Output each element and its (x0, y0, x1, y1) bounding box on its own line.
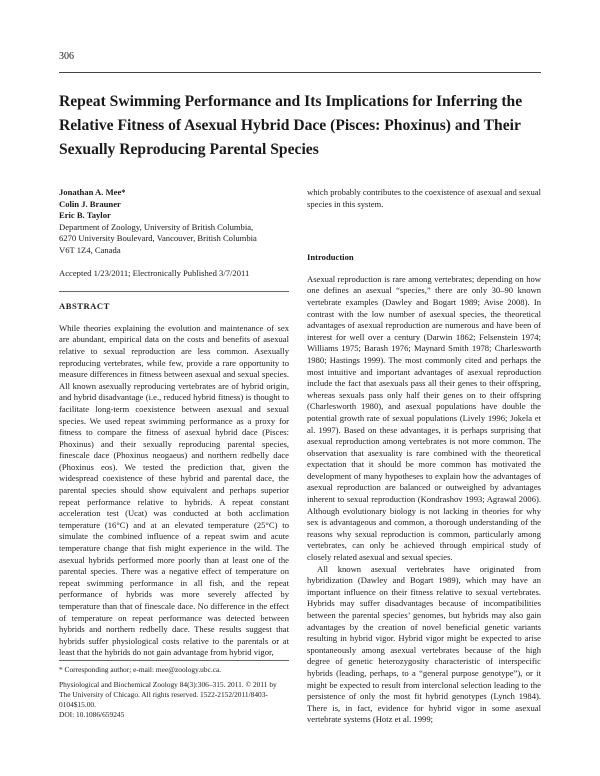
introduction-heading: Introduction (307, 252, 354, 263)
right-column (307, 187, 541, 726)
corresponding-author-note: * Corresponding author; e-mail: mee@zoology.ubc.ca. (59, 665, 222, 674)
page-number: 306 (59, 51, 74, 62)
affiliation-line: Department of Zoology, University of British Columbia, (59, 221, 254, 232)
affiliation-line: V6T 1Z4, Canada (59, 244, 121, 255)
introduction-paragraph: Asexual reproduction is rare among vertebrates; depending on how one defines an asexual “species,” there are only 30–90 known vertebrate examples (Dawley and Bogart 1989; Avise 2008). In contrast with the low number of asexual species, the theoretical advantages of asexual reproduction are numerous and have been of interest for well over a century (Darwin 1862; Felsenstein 1974; Williams 1975; Barash 1976; Maynard Smith 1978; Charlesworth 1980; Hastings 1999). The most commonly cited and perhaps the most intuitive and important advantages of asexual reproduction include the fact that asexuals pass all their genes to their offspring, whereas sexuals pass only half their genes on to their offspring (Charlesworth 1980), and asexual populations have double the potential growth rate of sexual populations (Lively 1996; Jokela et al. 1997). Based on these advantages, it is perhaps surprising that asexual reproduction among vertebrates is not more common. The observation that asexuality is rare combined with the theoretical expectation that it should be more common has motivated the development of many hypotheses to explain how the advantages of asexual reproduction are balanced or outweighed by advantages inherent to sexual reproduction (Kondrashov 1993; Agrawal 2006). Although evolutionary biology is not lacking in theories for why sex is advantageous and common, a thorough understanding of the reasons why sexual reproduction is common, particularly among vertebrates, can only be achieved through empirical study of closely related asexual and sexual species. (307, 273, 541, 563)
abstract-continued: which probably contributes to the coexistence of asexual and sexual species in this system. (307, 187, 541, 209)
author-name: Eric B. Taylor (59, 210, 111, 221)
author-list (59, 187, 289, 222)
affiliation-line: 6270 University Boulevard, Vancouver, British Columbia (59, 233, 257, 244)
publication-dates: Accepted 1/23/2011; Electronically Published 3/7/2011 (59, 267, 250, 278)
footnotes (59, 660, 289, 720)
abstract-heading: ABSTRACT (59, 301, 110, 312)
introduction-paragraph: All known asexual vertebrates have originated from hybridization (Dawley and Bogart 1989), which may have an important influence on their fitness relative to sexual vertebrates. Hybrids may suffer disadvantages because of incompatibilities between the parental species’ genomes, but hybrids may also gain advantages by the creation of novel beneficial genetic variants resulting in hybrid vigor. Hybrid vigor might be expected to arise spontaneously among asexual vertebrates because of the high degree of genetic heterozygosity characteristic of interspecific hybrids (leading, perhaps, to a “general purpose genotype”), or it might be expected to result from interclonal selection leading to the persistence of only the most fit hybrid genotypes (Lynch 1984). There is, in fact, evidence for hybrid vigor in some asexual vertebrate systems (Hotz et al. 1999; (307, 563, 541, 725)
author-name: Colin J. Brauner (59, 198, 121, 209)
doi: DOI: 10.1086/659245 (59, 710, 125, 719)
header-rule (59, 72, 541, 73)
author-name: Jonathan A. Mee* (59, 187, 126, 197)
journal-citation: Physiological and Biochemical Zoology 84(3):306–315. 2011. © 2011 by The University of Chicago. All rights reserved. 1522-2152/2011/8403-0104$15.00. (59, 680, 277, 709)
affiliation (59, 222, 289, 257)
abstract-text: While theories explaining the evolution and maintenance of sex are abundant, empirical data on the costs and benefits of asexual relative to sexual reproduction are less common. Asexually reproducing vertebrates, while few, provide a rare opportunity to measure differences in fitness between asexual and sexual species. All known asexually reproducing vertebrates are of hybrid origin, and hybrid disadvantage (i.e., reduced hybrid fitness) is thought to facilitate long-term coexistence between asexual and sexual species. We used repeat swimming performance as a proxy for fitness to compare the fitness of asexual hybrid dace (Pisces: Phoxinus) and their sexually reproducing parental species, finescale dace (Phoxinus neogaeus) and northern redbelly dace (Phoxinus eos). We tested the prediction that, given the widespread coexistence of these hybrid and parental dace, the parental species should show equivalent and perhaps superior repeat performance relative to hybrids. A repeat constant acceleration test (Ucat) was conducted at both acclimation temperature (16°C) and at an elevated temperature (25°C) to simulate the combined influence of a repeat swim and acute temperature change that fish might experience in the wild. The asexual hybrids performed more poorly than at least one of the parental species. There was a negative effect of temperature on repeat swimming performance in all fish, and the repeat performance of hybrids was more severely affected by temperature than that of finescale dace. No difference in the effect of temperature on repeat performance was detected between hybrids and northern redbelly dace. These results suggest that hybrids suffer physiological costs relative to the parentals or at least that the hybrids do not gain advantage from hybrid vigor, (59, 322, 289, 658)
left-column (59, 187, 289, 659)
section-divider (59, 291, 289, 292)
article-title: Repeat Swimming Performance and Its Implications for Inferring the Relative Fitness of Asexual Hybrid Dace (Pisces: Phoxinus) and Their Sexually Reproducing Parental Species (59, 93, 523, 158)
footnote-rule (59, 660, 289, 661)
